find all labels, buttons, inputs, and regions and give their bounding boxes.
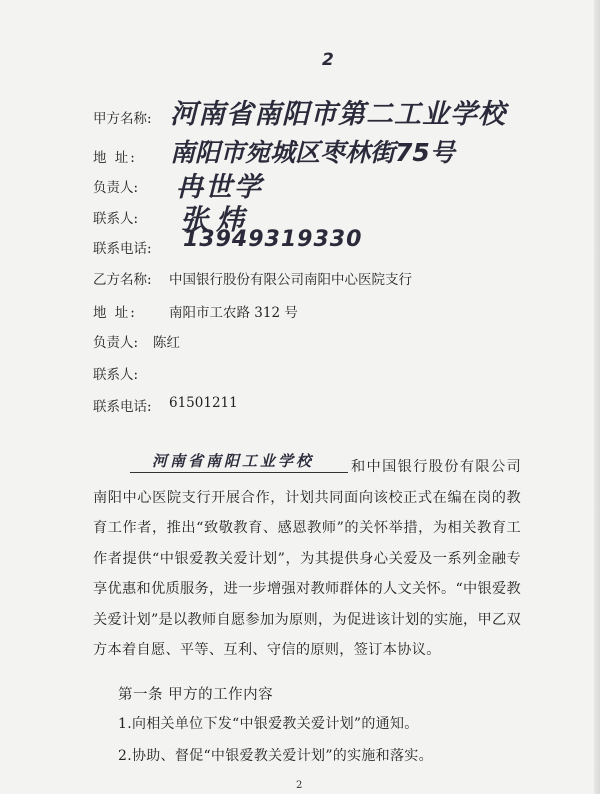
party-b-address-value: 南阳市工农路 312 号 bbox=[169, 305, 298, 321]
party-a-responsible-handwriting: 冉世学 bbox=[176, 172, 263, 203]
party-a-contact-handwriting: 张炜 bbox=[180, 203, 253, 236]
party-a-address-row bbox=[93, 146, 137, 166]
page-number: 2 bbox=[296, 780, 303, 791]
party-a-address-label: 地 址: bbox=[93, 150, 137, 166]
party-a-address-handwriting: 南阳市宛城区枣林街75号 bbox=[170, 138, 455, 167]
party-b-name-row bbox=[93, 268, 412, 288]
party-b-address-label: 地 址: bbox=[93, 305, 137, 321]
party-a-phone-handwriting: 13949319330 bbox=[183, 227, 363, 252]
article-1-item-1: 1.向相关单位下发“中银爱教关爱计划”的通知。 bbox=[118, 716, 419, 732]
party-b-phone-label: 联系电话: bbox=[93, 399, 152, 415]
party-b-phone-row bbox=[93, 395, 238, 415]
party-b-responsible-value: 陈红 bbox=[153, 335, 180, 351]
article-1-item-2: 2.协助、督促“中银爱教关爱计划”的实施和落实。 bbox=[118, 748, 433, 764]
article-1-heading: 第一条 甲方的工作内容 bbox=[118, 687, 274, 703]
party-a-contact-row bbox=[93, 207, 138, 227]
party-b-phone-value: 61501211 bbox=[169, 395, 238, 411]
party-a-name-handwriting: 河南省南阳市第二工业学校 bbox=[170, 99, 506, 130]
party-a-phone-row bbox=[93, 237, 152, 257]
party-a-name-row bbox=[93, 107, 152, 127]
party-a-name-label: 甲方名称: bbox=[93, 111, 152, 127]
scan-edge bbox=[594, 0, 600, 794]
party-b-contact-row bbox=[93, 363, 138, 383]
party-a-contact-label: 联系人: bbox=[93, 211, 139, 227]
party-b-name-label: 乙方名称: bbox=[93, 272, 152, 288]
body-paragraph: 和中国银行股份有限公司南阳中心医院支行开展合作，计划共同面向该校正式在编在岗的教育工作者，推出“致敬教育、感恩教师”的关怀举措，为相关教育工作者提供“中银爱教关爱计划”，为其提供身心关爱及一系列金融专享优惠和优质服务，进一步增强对教师群体的人文关怀。“中银爱教关爱计划”是以教师自愿参加为原则，为促进该计划的实施，甲乙双方本着自愿、平等、互利、守信的原则，签订本协议。 bbox=[93, 459, 521, 658]
party-a-responsible-label: 负责人: bbox=[93, 180, 139, 196]
party-b-contact-label: 联系人: bbox=[93, 367, 139, 383]
party-b-responsible-label: 负责人: bbox=[93, 335, 139, 351]
party-a-phone-label: 联系电话: bbox=[93, 241, 152, 257]
party-a-responsible-row bbox=[93, 176, 138, 196]
party-b-address-row bbox=[93, 301, 298, 321]
party-b-name-value: 中国银行股份有限公司南阳中心医院支行 bbox=[169, 272, 412, 288]
school-name-handwriting: 河南省南阳工业学校 bbox=[152, 452, 315, 470]
party-a-name-superscript: 2 bbox=[322, 50, 336, 70]
party-b-responsible-row bbox=[93, 331, 180, 351]
